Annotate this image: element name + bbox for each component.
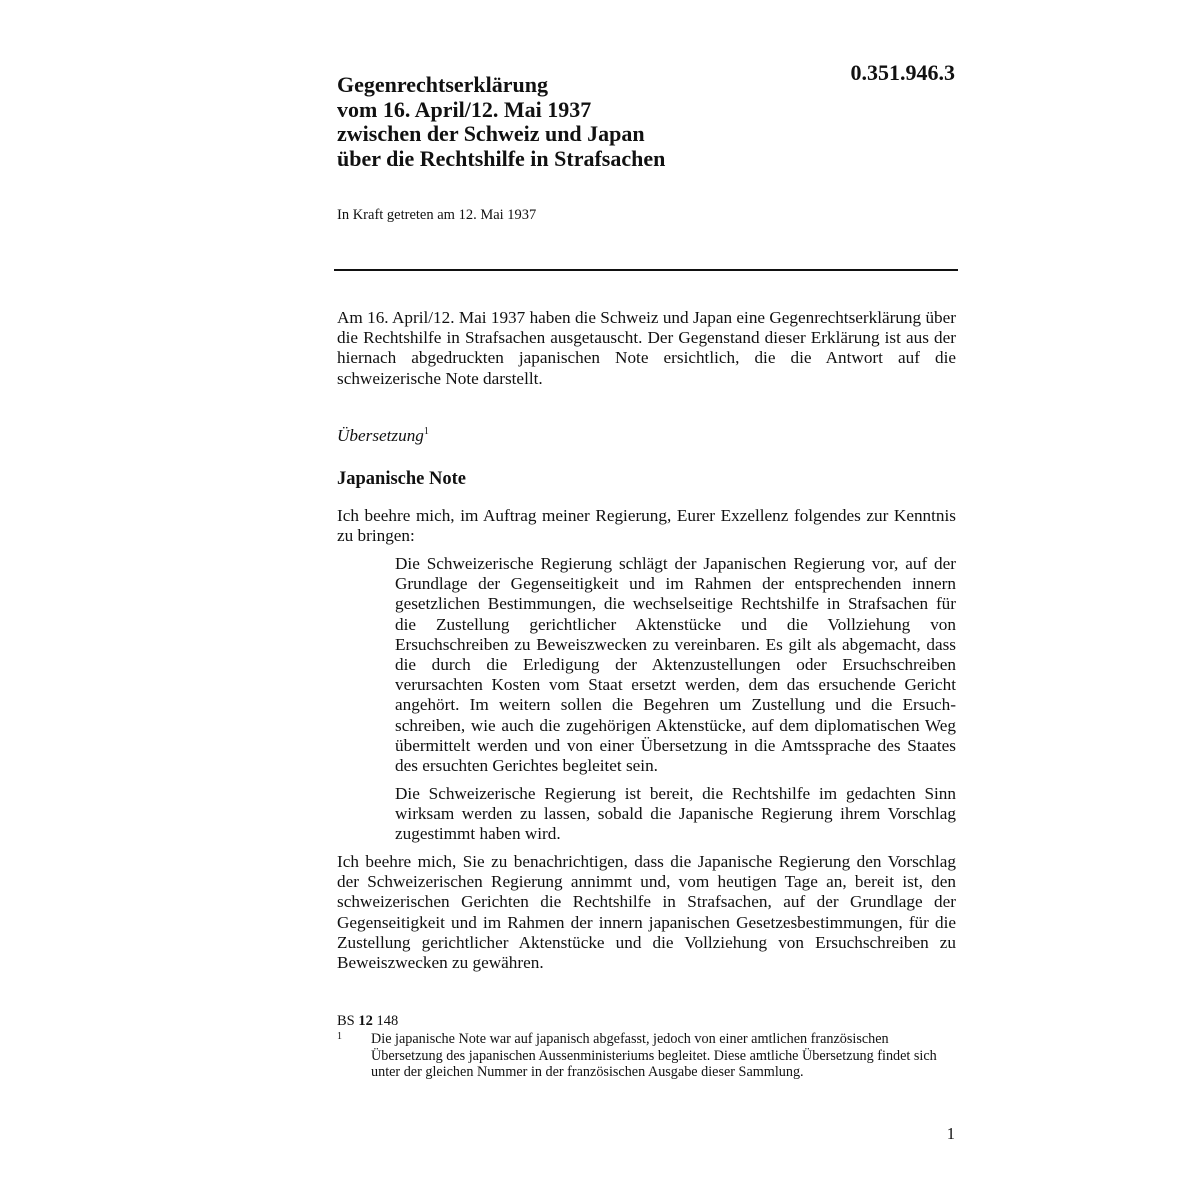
sr-number: 0.351.946.3	[850, 60, 955, 85]
document-title	[337, 73, 807, 171]
quoted-paragraph-1: Die Schweizerische Regierung schlägt der Japanischen Regierung vor, auf der Grundlage der Gegenseitigkeit und im Rahmen der entsprechenden innern gesetzlichen Bestimmungen, die wechselseitige Rechtshilfe in Strafsachen für die Zustellung gerichtlicher Aktenstücke und die Vollziehung von Ersuchschreiben zu Beweiszwecken zu vereinbaren. Es gilt als abgemacht, dass die durch die Erledigung der Aktenzustellungen oder Ersuchschreiben verursachten Kosten vom Staat ersetzt werden, dem das ersuchende Gericht angehört. Im weitern sollen die Begehren um Zustellung und die Ersuchschreiben, wie auch die zugehörigen Aktenstücke, auf dem diplomatischen Weg übermittelt werden und von einer Übersetzung in die Amtssprache des Staates des ersuchten Gerichtes begleitet sein.	[395, 554, 956, 776]
title-line: vom 16. April/12. Mai 1937	[337, 96, 592, 122]
source-volume: 12	[358, 1013, 373, 1029]
intro-paragraph: Am 16. April/12. Mai 1937 haben die Schweiz und Japan eine Gegenrechtserklärung über die Rechtshilfe in Strafsachen ausgetauscht. Der Gegenstand dieser Erklärung ist aus der hiernach abgedruckten japanischen Note ersichtlich, die die Antwort auf die schweizerische Note darstellt.	[337, 308, 956, 388]
footnote-reference[interactable]: 1	[423, 426, 429, 437]
header-divider	[334, 269, 958, 271]
footnote	[337, 1031, 957, 1081]
translation-label	[337, 425, 429, 447]
page-number: 1	[946, 1124, 955, 1143]
section-heading: Japanische Note	[337, 469, 466, 489]
translation-label-text: Übersetzung	[337, 426, 424, 445]
source-prefix: BS	[337, 1013, 355, 1029]
footnote-text: Die japanische Note war auf japanisch abgefasst, jedoch von einer amtlichen französischen Übersetzung des japanischen Aussenministeriums begleitet. Diese amtliche Übersetzung findet sich unter der gleichen Nummer in der französischen Ausgabe dieser Sammlung.	[371, 1031, 937, 1080]
title-line: über die Rechtshilfe in Strafsachen	[337, 145, 666, 171]
note-paragraph-1: Ich beehre mich, im Auftrag meiner Regierung, Eurer Exzellenz folgendes zur Kenntnis zu bringen:	[337, 506, 956, 546]
in-force-note: In Kraft getreten am 12. Mai 1937	[337, 207, 537, 223]
note-paragraph-2: Ich beehre mich, Sie zu benachrichtigen, dass die Japanische Regierung den Vorschlag der Schweizerischen Regierung annimmt und, vom heutigen Tage an, bereit ist, den schweizerischen Gerichten die Rechtshilfe in Strafsachen, auf der Grundlage der Gegenseitigkeit und im Rahmen der innern japanischen Gesetzesbestimmungen, für die Zustellung gerichtlicher Aktenstücke und die Vollziehung von Ersuchschreiben zu Beweiszwecken zu gewähren.	[337, 852, 956, 973]
footnote-mark: 1	[337, 1031, 342, 1042]
title-line: zwischen der Schweiz und Japan	[337, 121, 645, 146]
quoted-paragraph-2: Die Schweizerische Regierung ist bereit, die Rechtshilfe im gedachten Sinn wirksam werden zu lassen, sobald die Japanische Regierung ihrem Vorschlag zugestimmt haben wird.	[395, 784, 956, 844]
source-page: 148	[376, 1013, 399, 1029]
title-line: Gegenrechtserklärung	[337, 72, 549, 97]
source-reference	[337, 1012, 398, 1030]
